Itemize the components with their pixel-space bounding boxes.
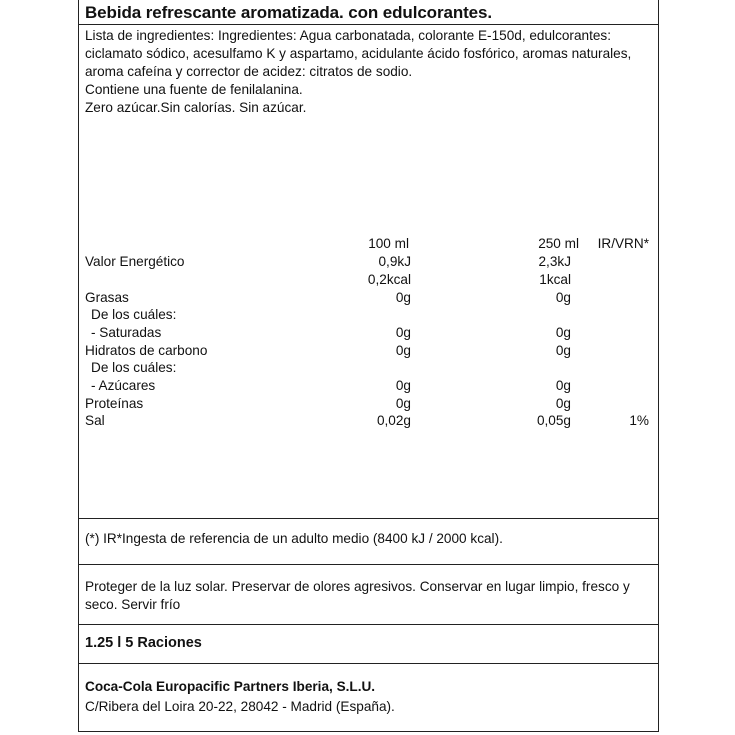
row-per250: 0g [555, 343, 571, 358]
row-name: - Saturadas [91, 325, 162, 340]
ingredients-block [85, 27, 645, 117]
row-per100: 0,2kcal [367, 272, 411, 287]
company-address: C/Ribera del Loira 20-22, 28042 - Madrid (España). [85, 699, 395, 714]
package-size: 1.25 l 5 Raciones [85, 635, 202, 651]
footnote-divider [79, 518, 658, 519]
row-name: Grasas [85, 290, 129, 305]
ingredients-list: Lista de ingredientes: Ingredientes: Agua carbonatada, colorante E-150d, edulcorantes: ciclamato sódico, acesulfamo K y aspartamo, acidulante ácido fosfórico, aromas naturales, aroma cafeína y corrector de acidez: citratos de sodio. [85, 28, 632, 79]
title-divider [79, 24, 658, 25]
phenylalanine-warning: Contiene una fuente de fenilalanina. [85, 82, 303, 97]
row-per250: 0g [555, 396, 571, 411]
label-box [78, 0, 659, 732]
size-divider [79, 624, 658, 625]
row-ir: 1% [629, 413, 649, 428]
header-per100: 100 ml [368, 236, 409, 251]
product-title: Bebida refrescante aromatizada. con edulcorantes. [85, 3, 493, 22]
row-per100: 0,02g [376, 413, 411, 428]
row-per250: 2,3kJ [538, 254, 571, 269]
row-name: - Azúcares [91, 378, 156, 393]
row-per250: 0g [555, 378, 571, 393]
header-per250: 250 ml [538, 236, 579, 251]
row-name: De los cuáles: [91, 307, 177, 322]
row-per100: 0g [395, 378, 411, 393]
row-per250: 0g [555, 290, 571, 305]
company-name: Coca-Cola Europacific Partners Iberia, S.L.U. [85, 679, 376, 694]
row-name: Valor Energético [85, 254, 185, 269]
row-per100: 0g [395, 290, 411, 305]
storage-instructions: Proteger de la luz solar. Preservar de olores agresivos. Conservar en lugar limpio, fresco y seco. Servir frío [85, 579, 630, 612]
sugar-claims: Zero azúcar.Sin calorías. Sin azúcar. [85, 100, 307, 115]
row-per100: 0,9kJ [378, 254, 411, 269]
row-per250: 1kcal [539, 272, 571, 287]
footnote: (*) IR*Ingesta de referencia de un adulto medio (8400 kJ / 2000 kcal). [85, 531, 503, 546]
row-per250: 0g [555, 325, 571, 340]
row-name: Hidratos de carbono [85, 343, 208, 358]
row-per100: 0g [395, 343, 411, 358]
row-name: Sal [85, 413, 105, 428]
row-name: De los cuáles: [91, 360, 177, 375]
row-name: Proteínas [85, 396, 144, 411]
company-divider [79, 663, 658, 664]
row-per250: 0,05g [536, 413, 571, 428]
row-per100: 0g [395, 396, 411, 411]
storage-divider [79, 564, 658, 565]
header-ir: IR/VRN* [597, 236, 649, 251]
row-per100: 0g [395, 325, 411, 340]
